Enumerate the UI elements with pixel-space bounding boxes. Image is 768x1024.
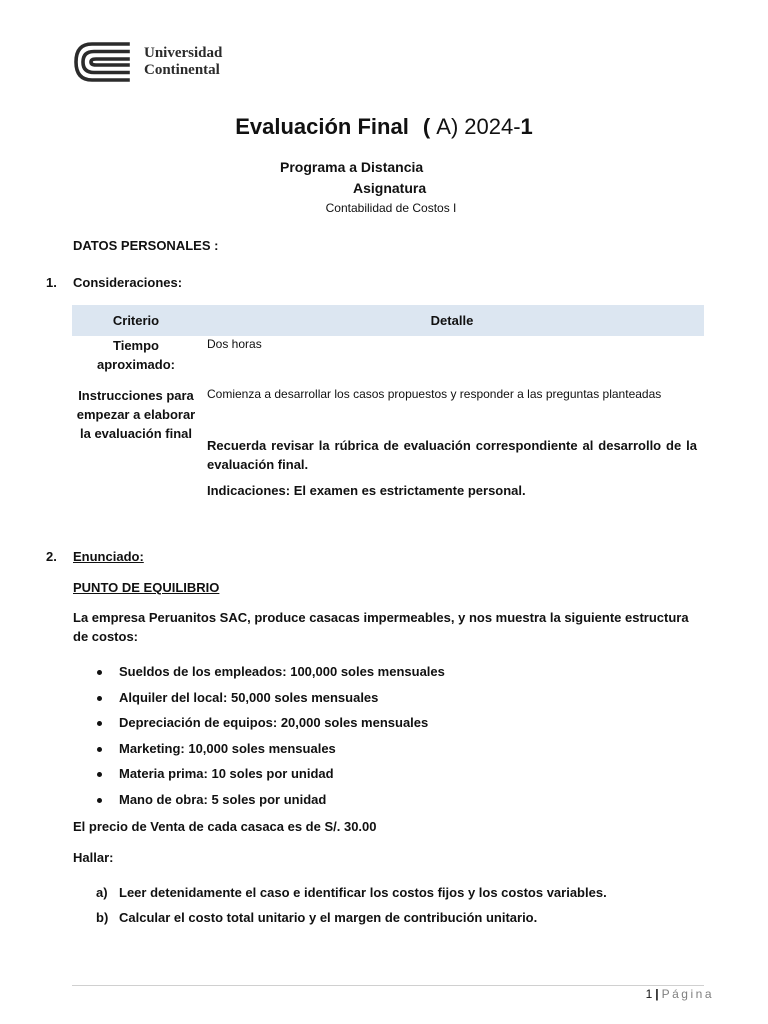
page-label: Página xyxy=(661,987,714,1001)
section-2-number: 2. xyxy=(46,549,57,564)
page-title xyxy=(0,114,768,140)
row-time-label: Tiempo aproximado: xyxy=(96,338,175,372)
title-period: 1 xyxy=(520,114,533,139)
find-label: Hallar: xyxy=(73,850,114,865)
row-instructions-detail-3: Indicaciones: El examen es estrictamente personal. xyxy=(207,483,526,498)
section-2-subtitle: PUNTO DE EQUILIBRIO xyxy=(73,580,220,595)
bullet-icon xyxy=(97,721,102,726)
row-instructions-detail-2: Recuerda revisar la rúbrica de evaluación correspondiente al desarrollo de la evaluación final. xyxy=(207,438,697,472)
page-number: 1 xyxy=(645,987,653,1001)
header-criterio: Criterio xyxy=(72,305,200,336)
case-intro: La empresa Peruanitos SAC, produce casacas impermeables, y nos muestra la siguiente estructura de costos: xyxy=(73,610,689,644)
header-detalle: Detalle xyxy=(200,305,704,336)
list-item: b) Calcular el costo total unitario y el margen de contribución unitario. xyxy=(72,908,607,933)
bullet-icon xyxy=(97,772,102,777)
title-year: 2024- xyxy=(464,114,521,139)
title-version: A) xyxy=(436,114,459,139)
bullet-icon xyxy=(97,747,102,752)
footer-separator: | xyxy=(655,987,659,1001)
task-list xyxy=(72,883,607,933)
list-item: a) Leer detenidamente el caso e identificar los costos fijos y los costos variables. xyxy=(72,883,607,908)
program-label: Programa a Distancia xyxy=(280,159,424,175)
section-1-number: 1. xyxy=(46,275,57,290)
task-marker: b) xyxy=(96,910,109,925)
list-item: Marketing: 10,000 soles mensuales xyxy=(72,739,445,765)
page-footer xyxy=(646,987,714,1001)
bullet-icon xyxy=(97,798,102,803)
footer-divider xyxy=(72,985,704,986)
list-item: Alquiler del local: 50,000 soles mensuales xyxy=(72,688,445,714)
bullet-icon xyxy=(97,696,102,701)
criteria-table-header xyxy=(72,305,704,336)
logo-line-1: Universidad xyxy=(144,45,223,61)
section-2-title: Enunciado: xyxy=(73,549,144,564)
title-text: Evaluación Final xyxy=(235,114,409,139)
row-instructions-label: Instrucciones para empezar a elaborar la evaluación final xyxy=(76,388,196,441)
list-item: Mano de obra: 5 soles por unidad xyxy=(72,790,445,816)
subject-label: Asignatura xyxy=(353,180,427,196)
task-marker: a) xyxy=(96,885,108,900)
university-logo xyxy=(72,40,222,84)
title-paren: ( xyxy=(422,114,431,139)
table-row xyxy=(72,386,704,500)
row-time-detail: Dos horas xyxy=(207,337,262,351)
bullet-icon xyxy=(97,670,102,675)
list-item: Sueldos de los empleados: 100,000 soles mensuales xyxy=(72,662,445,688)
logo-line-2: Continental xyxy=(144,62,220,78)
section-1-title: Consideraciones: xyxy=(73,275,183,290)
row-instructions-detail-1: Comienza a desarrollar los casos propuestos y responder a las preguntas planteadas xyxy=(207,387,662,401)
list-item: Depreciación de equipos: 20,000 soles mensuales xyxy=(72,713,445,739)
sale-price: El precio de Venta de cada casaca es de S/. 30.00 xyxy=(73,819,377,834)
table-row xyxy=(72,336,704,386)
list-item: Materia prima: 10 soles por unidad xyxy=(72,764,445,790)
cost-structure-list xyxy=(72,662,445,816)
criteria-table xyxy=(72,305,704,500)
continental-logo-icon xyxy=(72,40,132,84)
personal-data-label: DATOS PERSONALES : xyxy=(73,238,219,253)
subject-name: Contabilidad de Costos I xyxy=(325,201,457,215)
